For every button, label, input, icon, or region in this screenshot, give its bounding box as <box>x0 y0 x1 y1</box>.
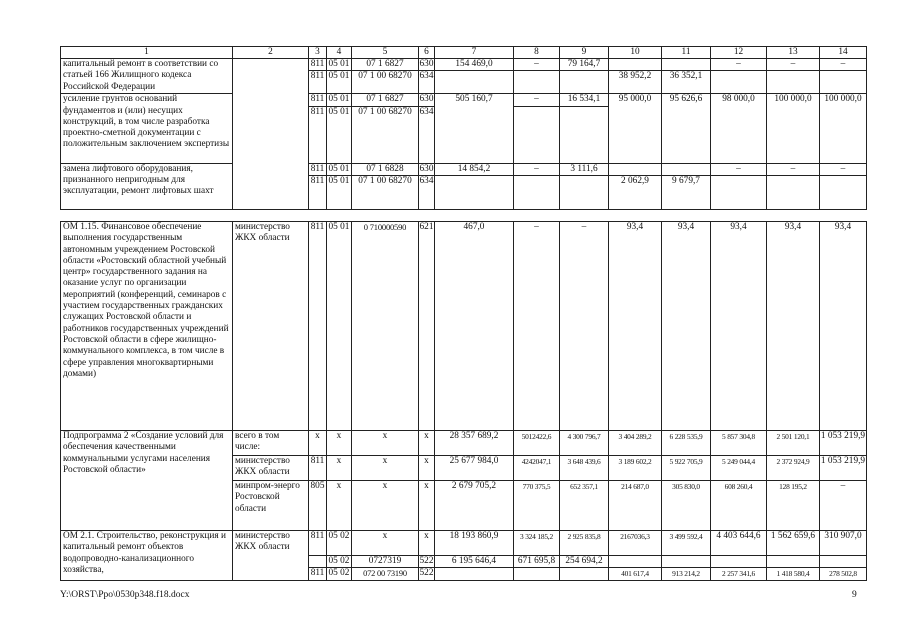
csr-cell: 07 1 6827 <box>352 59 419 71</box>
year-cell: 278 502,8 <box>820 568 867 580</box>
executor-cell: министерство ЖКХ области <box>233 531 309 581</box>
year-cell: 4 300 796,7 <box>560 431 609 456</box>
year-cell: 3 189 602,2 <box>609 456 662 481</box>
rzpr-cell: 05 01 <box>327 71 352 94</box>
vr-cell: 630 <box>419 94 434 105</box>
header-row <box>61 47 867 59</box>
budget-table <box>60 46 867 210</box>
year-cell <box>820 71 867 94</box>
year-cell <box>820 556 867 568</box>
year-cell <box>560 71 609 94</box>
csr-cell: 07 1 6827 <box>352 94 419 106</box>
grbs-cell: 811 <box>309 94 327 106</box>
grbs-cell: 811 <box>309 568 327 580</box>
table-row <box>61 531 867 556</box>
csr-cell: х <box>352 531 419 556</box>
year-cell: 16 534,1 <box>560 94 609 106</box>
year-cell: 671 695,8 <box>514 556 560 568</box>
year-cell <box>662 59 711 71</box>
year-cell <box>560 175 609 209</box>
header-cell: 3 <box>309 47 327 59</box>
grbs-cell: 805 <box>309 481 327 531</box>
year-cell <box>711 71 767 94</box>
year-cell <box>514 568 560 580</box>
vr-cell: 634 <box>419 175 435 209</box>
year-cell: 79 164,7 <box>560 59 609 71</box>
year-cell <box>767 175 820 209</box>
year-cell: 128 195,2 <box>767 481 820 531</box>
year-cell: – <box>820 59 867 71</box>
csr-cell: х <box>352 431 419 456</box>
year-cell: 913 214,2 <box>662 568 711 580</box>
year-cell: 2167036,3 <box>609 531 662 556</box>
year-cell: 2 372 924,9 <box>767 456 820 481</box>
year-cell: 36 352,1 <box>662 71 711 94</box>
table-row <box>61 431 867 456</box>
year-cell: 214 687,0 <box>609 481 662 531</box>
year-cell: – <box>560 222 609 431</box>
row-name-om-2-1: ОМ 2.1. Строительство, реконструкция и капитальный ремонт объектов водопроводно-канализационного хозяйства, <box>61 531 233 581</box>
vr-cell: 522 <box>419 556 434 566</box>
year-cell: 100 000,0 <box>820 94 867 163</box>
executor-cell: министерство ЖКХ области <box>233 456 309 481</box>
rzpr-cell: 05 01 <box>327 222 352 431</box>
year-cell: 5 249 044,4 <box>711 456 767 481</box>
year-cell: 4242047,1 <box>514 456 560 481</box>
year-cell <box>662 556 711 568</box>
year-cell: 310 907,0 <box>820 531 867 556</box>
year-cell: 1 562 659,6 <box>767 531 820 556</box>
vr-cell: 522 <box>419 568 434 579</box>
total-cell: 28 357 689,2 <box>435 431 514 456</box>
vr-cell: 621 <box>419 222 435 431</box>
year-cell: – <box>514 222 560 431</box>
table-row <box>61 222 867 431</box>
header-cell: 12 <box>711 47 767 59</box>
row-name-kapremont: капитальный ремонт в соответствии со статьей 166 Жилищного кодекса Российской Федерации <box>61 59 233 94</box>
rzpr-cell: 05 01 <box>327 163 352 175</box>
year-cell: – <box>711 163 767 175</box>
table-row <box>61 59 867 71</box>
year-cell <box>514 71 560 94</box>
table-row <box>61 94 867 106</box>
csr-cell: 07 1 00 68270 <box>352 175 419 209</box>
year-cell: 3 648 439,6 <box>560 456 609 481</box>
csr-cell: 072 00 73190 <box>352 568 419 580</box>
year-cell: 305 830,0 <box>662 481 711 531</box>
vr-cell: х <box>419 456 435 481</box>
vr-cell: х <box>419 481 435 531</box>
csr-cell: 0727319 <box>352 556 419 568</box>
grbs-cell: х <box>309 431 327 456</box>
header-cell: 8 <box>514 47 560 59</box>
csr-cell: х <box>352 456 419 481</box>
header-cell: 13 <box>767 47 820 59</box>
rzpr-cell: 05 02 <box>327 568 352 580</box>
row-name-subprogram-2: Подпрограмма 2 «Создание условий для обеспечения качественными коммунальными услугами населения Ростовской области» <box>61 431 233 531</box>
header-cell: 1 <box>61 47 233 59</box>
year-cell: 93,4 <box>820 222 867 431</box>
grbs-cell: 811 <box>309 163 327 175</box>
vr-cell: х <box>419 431 435 456</box>
rzpr-cell: х <box>327 431 352 456</box>
year-cell: – <box>820 481 867 531</box>
rzpr-cell: 05 01 <box>327 175 352 209</box>
csr-cell: х <box>352 481 419 531</box>
csr-cell: 07 1 00 68270 <box>352 106 419 163</box>
header-cell: 11 <box>662 47 711 59</box>
year-cell: 1 053 219,9 <box>820 431 867 456</box>
year-cell <box>662 163 711 175</box>
year-cell: 2 062,9 <box>609 175 662 209</box>
grbs-cell <box>309 556 327 568</box>
year-cell <box>560 106 609 163</box>
year-cell: 95 000,0 <box>609 94 662 163</box>
year-cell: 770 375,5 <box>514 481 560 531</box>
grbs-cell: 811 <box>309 222 327 431</box>
year-cell <box>514 175 560 209</box>
year-cell: 1 053 219,9 <box>820 456 867 481</box>
vr-cell: 634 <box>419 106 435 163</box>
grbs-cell: 811 <box>309 175 327 209</box>
year-cell: 6 228 535,9 <box>662 431 711 456</box>
table-row <box>61 163 867 175</box>
csr-cell: 07 1 00 68270 <box>352 71 419 94</box>
year-cell: 95 626,6 <box>662 94 711 163</box>
year-cell <box>711 556 767 568</box>
grbs-cell: 811 <box>309 456 327 481</box>
year-cell: 93,4 <box>711 222 767 431</box>
year-cell: 2 925 835,8 <box>560 531 609 556</box>
header-cell: 7 <box>435 47 514 59</box>
year-cell <box>560 568 609 580</box>
year-cell: 93,4 <box>662 222 711 431</box>
total-cell: 25 677 984,0 <box>435 456 514 481</box>
year-cell <box>514 106 560 163</box>
year-cell <box>609 59 662 71</box>
vr-cell: 634 <box>419 71 435 94</box>
year-cell: 652 357,1 <box>560 481 609 531</box>
year-cell <box>767 556 820 568</box>
vr-cell: 630 <box>419 59 434 69</box>
year-cell: 254 694,2 <box>560 556 609 568</box>
year-cell: – <box>711 59 767 71</box>
total-cell: 505 160,7 <box>435 94 514 163</box>
year-cell: – <box>767 59 820 71</box>
row-name-lift: замена лифтового оборудования, признанного непригодным для эксплуатации, ремонт лифтовых шахт <box>61 163 233 209</box>
year-cell: 100 000,0 <box>767 94 820 163</box>
vr-cell: х <box>419 531 435 556</box>
footer-file-path: Y:\ORST\Ppo\0530p348.f18.docx <box>60 590 190 600</box>
csr-cell: 0 710000590 <box>352 222 419 431</box>
rzpr-cell: 05 02 <box>327 556 352 568</box>
year-cell: – <box>514 163 560 175</box>
year-cell: 3 324 185,2 <box>514 531 560 556</box>
budget-table-continued <box>60 221 867 581</box>
year-cell: 98 000,0 <box>711 94 767 163</box>
executor-cell: минпром-энерго Ростовской области <box>233 481 309 531</box>
grbs-cell: 811 <box>309 531 327 556</box>
header-cell: 5 <box>352 47 419 59</box>
vr-cell: 630 <box>419 163 434 174</box>
year-cell: – <box>514 94 560 106</box>
year-cell: 4 403 644,6 <box>711 531 767 556</box>
year-cell: 1 418 580,4 <box>767 568 820 580</box>
year-cell: 2 257 341,6 <box>711 568 767 580</box>
grbs-cell: 811 <box>309 71 327 94</box>
total-cell: 154 469,0 <box>435 59 514 71</box>
rzpr-cell: х <box>327 481 352 531</box>
total-cell: 6 195 646,4 <box>435 556 514 568</box>
year-cell: – <box>820 163 867 175</box>
executor-cell: министерство ЖКХ области <box>233 222 309 431</box>
total-cell: 2 679 705,2 <box>435 481 514 531</box>
year-cell <box>820 175 867 209</box>
year-cell <box>609 163 662 175</box>
rzpr-cell: 05 01 <box>327 59 352 71</box>
grbs-cell: 811 <box>309 106 327 163</box>
year-cell: 608 260,4 <box>711 481 767 531</box>
year-cell: 38 952,2 <box>609 71 662 94</box>
total-cell <box>435 71 514 94</box>
year-cell: 93,4 <box>609 222 662 431</box>
year-cell: 3 404 289,2 <box>609 431 662 456</box>
year-cell: 93,4 <box>767 222 820 431</box>
header-cell: 6 <box>419 47 435 59</box>
total-cell: 467,0 <box>435 222 514 431</box>
year-cell: 9 679,7 <box>662 175 711 209</box>
row-name-usilenie: усиление грунтов оснований фундаментов и (или) несущих конструкций, в том числе разработка проектно-сметной документации с положительным заключением экспертизы <box>61 94 233 163</box>
total-cell <box>435 175 514 209</box>
year-cell: 5 857 304,8 <box>711 431 767 456</box>
rzpr-cell: х <box>327 456 352 481</box>
total-cell: 14 854,2 <box>435 163 514 175</box>
year-cell <box>767 71 820 94</box>
year-cell: 2 501 120,1 <box>767 431 820 456</box>
total-cell: 18 193 860,9 <box>435 531 514 556</box>
total-cell <box>435 568 514 580</box>
header-cell: 2 <box>233 47 309 59</box>
grbs-cell: 811 <box>309 59 327 71</box>
csr-cell: 07 1 6828 <box>352 163 419 175</box>
header-cell: 4 <box>327 47 352 59</box>
executor-cell-empty <box>233 59 309 210</box>
rzpr-cell: 05 02 <box>327 531 352 556</box>
rzpr-cell: 05 01 <box>327 106 352 163</box>
executor-cell: всего в том числе: <box>233 431 309 456</box>
year-cell: 5 922 705,9 <box>662 456 711 481</box>
header-cell: 10 <box>609 47 662 59</box>
year-cell: 3 111,6 <box>560 163 609 175</box>
header-cell: 9 <box>560 47 609 59</box>
year-cell: 5012422,6 <box>514 431 560 456</box>
page-number: 9 <box>852 590 857 600</box>
row-name-om-1-15: ОМ 1.15. Финансовое обеспечение выполнения государственным автономным учреждением Ростовской области «Ростовский областной учебный центр» государственного задания на оказание услуг по организации мероприятий (конференций, семинаров с участием государственных гражданских служащих Ростовской области и работников государственных учреждений Ростовской области в сфере жилищно-коммунального комплекса, в том числе в сфере управления многоквартирными домами) <box>61 222 233 431</box>
year-cell <box>711 175 767 209</box>
year-cell: 401 617,4 <box>609 568 662 580</box>
year-cell: – <box>767 163 820 175</box>
rzpr-cell: 05 01 <box>327 94 352 106</box>
year-cell <box>609 556 662 568</box>
header-cell: 14 <box>820 47 867 59</box>
year-cell: – <box>514 59 560 71</box>
year-cell: 3 499 592,4 <box>662 531 711 556</box>
